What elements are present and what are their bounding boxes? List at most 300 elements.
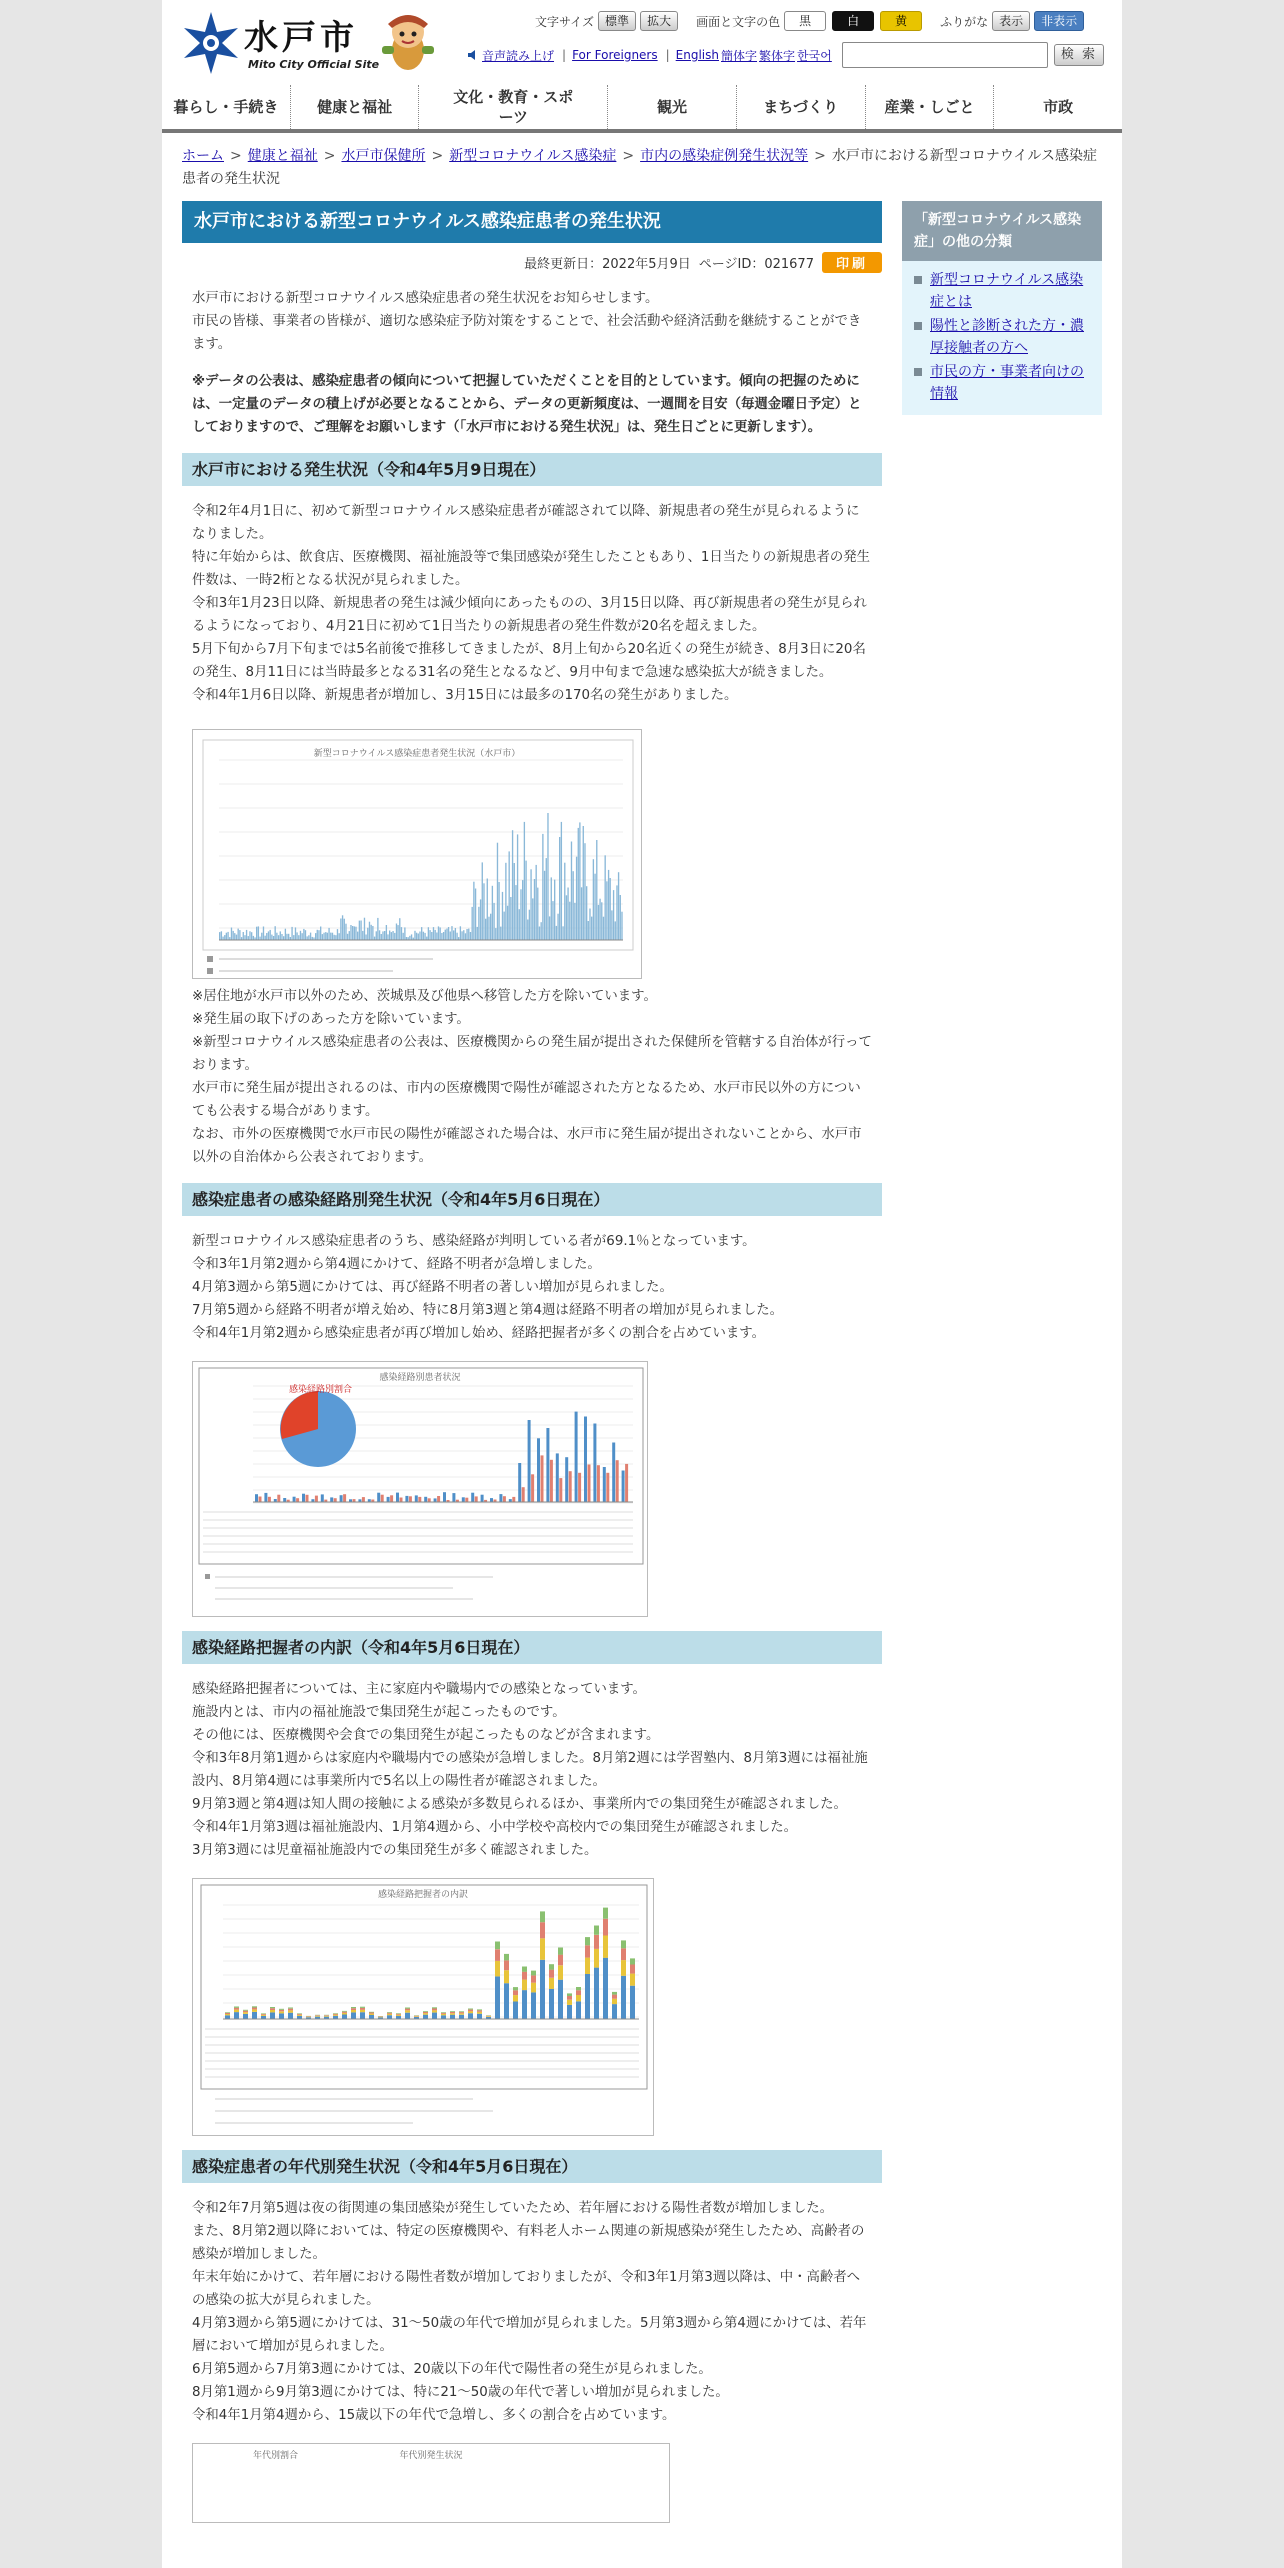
breakdown-bar (531, 1983, 536, 1993)
age-chart-image[interactable] (192, 2443, 670, 2523)
daily-case-bar (504, 912, 505, 940)
breakdown-bar (441, 2015, 446, 2019)
chart-title: 感染経路把握者の内訳 (377, 1890, 468, 1900)
route-bar (597, 1465, 600, 1502)
voice-read-link[interactable]: 音声読み上げ (482, 48, 555, 63)
daily-case-bar (376, 931, 377, 940)
breakdown-bar (423, 2015, 428, 2019)
route-bar (559, 1478, 562, 1502)
breakdown-bar (405, 2013, 410, 2019)
breakdown-bar (360, 2010, 365, 2013)
breakdown-bar (504, 1983, 509, 2019)
route-bar (302, 1494, 305, 1502)
notice-text: ※データの公表は、感染症患者の傾向について把握していただくことを目的としています。傾向の把握のためには、一定量のデータの積上げが必要となることから、データの更新頻度は、一週間を目安（毎週金曜日予定）としておりますので、ご理解をお願いします（「水戸市における発生状況」は、発生日ごとに更新します）。 (192, 374, 862, 435)
daily-case-bar (381, 934, 382, 940)
section-text: 令和4年1月第2週から感染症患者が再び増加し始め、経路把握者が多くの割合を占めています。 (192, 1326, 765, 1341)
lang-english-link[interactable]: English (675, 48, 720, 62)
daily-case-bar (586, 886, 587, 940)
daily-case-bar (377, 918, 378, 940)
breakdown-bar (423, 2012, 428, 2013)
breakdown-bar (585, 1945, 590, 1957)
daily-case-bar (591, 917, 592, 940)
daily-case-bar (310, 933, 311, 940)
daily-case-bar (276, 933, 277, 940)
breakdown-bar (279, 2011, 284, 2013)
breadcrumb-health-center[interactable]: 水戸市保健所 (341, 148, 426, 164)
city-emblem-icon (182, 12, 240, 74)
daily-case-bar (606, 881, 607, 940)
site-logo[interactable] (182, 8, 437, 76)
bullet-icon (914, 276, 922, 284)
route-bar (625, 1464, 628, 1502)
updated-date: 最終更新日：2022年5月9日 (524, 256, 691, 272)
route-bar (415, 1495, 418, 1502)
daily-case-bar (448, 927, 449, 940)
mascot-icon (378, 10, 438, 74)
route-bar (616, 1460, 619, 1502)
route-bar (588, 1465, 591, 1503)
breakdown-bar (360, 2008, 365, 2010)
furigana-hide-button[interactable]: 非表示 (1034, 11, 1084, 31)
nav-item-health[interactable]: 健康と福祉 (291, 85, 420, 129)
daily-case-bar (520, 889, 521, 940)
breakdown-bar (387, 2012, 392, 2013)
breakdown-bar (270, 2007, 275, 2008)
breakdown-bar (225, 2012, 230, 2013)
daily-case-bar (372, 926, 373, 940)
route-bar (377, 1493, 380, 1502)
section-text: 5月下旬から7月下旬までは5名前後で推移してきましたが、8月上旬から20名近くの発生が続き、8月3日に20名の発生、8月11日には当時最多となる31名の発生となるなど、9月中旬まで急速な感染拡大が続きました。 (192, 642, 866, 680)
daily-case-bar (601, 902, 602, 940)
daily-case-bar (307, 936, 308, 940)
daily-case-bar (438, 926, 439, 940)
daily-case-bar (384, 931, 385, 940)
daily-case-bar (399, 918, 400, 940)
daily-case-bar (525, 861, 526, 940)
page-title: 水戸市における新型コロナウイルス感染症患者の発生状況 (182, 201, 882, 243)
daily-cases-chart-image[interactable] (192, 729, 642, 979)
note-text: ※居住地が水戸市以外のため、茨城県及び他県へ移管した方を除いています。 (192, 989, 657, 1004)
route-bar (268, 1497, 271, 1502)
breakdown-bar (342, 2011, 347, 2012)
daily-case-bar (569, 902, 570, 940)
breadcrumb-health[interactable]: 健康と福祉 (247, 148, 318, 164)
section-text: 新型コロナウイルス感染症患者のうち、感染経路が判明している者が69.1％となっています。 (192, 1234, 756, 1249)
lang-korean-link[interactable]: 한국어 (797, 48, 832, 63)
daily-case-bar (519, 909, 520, 940)
breakdown-bar (432, 2010, 437, 2012)
breakdown-bar (504, 1960, 509, 1970)
route-bar (612, 1443, 615, 1503)
daily-case-bar (392, 931, 393, 940)
daily-case-bar (244, 935, 245, 940)
route-bar (578, 1473, 581, 1502)
daily-case-bar (551, 877, 552, 940)
daily-case-bar (524, 822, 525, 940)
breakdown-bar (513, 1995, 518, 2001)
route-bar (418, 1497, 421, 1502)
breakdown-bar (603, 1958, 608, 2019)
route-bar (503, 1496, 506, 1502)
daily-case-bar (530, 869, 531, 940)
daily-case-bar (618, 872, 619, 940)
route-bar (531, 1474, 534, 1502)
daily-case-bar (374, 937, 375, 940)
sidebar-link-business[interactable]: 市民の方・事業者向けの情報 (930, 364, 1084, 402)
daily-case-bar (573, 871, 574, 940)
breakdown-bar (576, 1990, 581, 1995)
daily-case-bar (468, 929, 469, 940)
route-bar (593, 1424, 596, 1503)
breakdown-bar (351, 2008, 356, 2010)
route-bar (437, 1496, 440, 1502)
daily-case-bar (556, 926, 557, 940)
breakdown-bar (297, 2015, 302, 2016)
daily-case-bar (283, 936, 284, 940)
breakdown-bar (477, 2009, 482, 2010)
breakdown-bar (612, 2004, 617, 2019)
nav-item-industry[interactable]: 産業・しごと (866, 85, 995, 129)
daily-case-bar (387, 934, 388, 940)
breakdown-bar (225, 2013, 230, 2014)
breakdown-bar (414, 2016, 419, 2017)
route-bar (481, 1495, 484, 1502)
for-foreigners-link[interactable]: For Foreigners (572, 48, 658, 62)
breakdown-bar (270, 2012, 275, 2019)
breakdown-bar (558, 1965, 563, 1979)
daily-case-bar (566, 895, 567, 940)
chart-title: 新型コロナウイルス感染症患者発生状況（水戸市） (313, 749, 521, 759)
daily-case-bar (394, 933, 395, 940)
breakdown-bar (558, 1955, 563, 1966)
breadcrumb-covid[interactable]: 新型コロナウイルス感染症 (449, 148, 617, 164)
daily-case-bar (285, 929, 286, 940)
daily-case-bar (515, 885, 516, 940)
breakdown-bar (234, 2008, 239, 2010)
breakdown-bar (450, 2013, 455, 2015)
lang-simplified-link[interactable]: 簡体字 (721, 48, 758, 63)
route-bar (556, 1453, 559, 1502)
breakdown-bar (414, 2016, 419, 2017)
route-bar (400, 1498, 403, 1503)
daily-case-bar (224, 935, 225, 940)
breakdown-bar (234, 2010, 239, 2013)
breakdown-bar (324, 2015, 329, 2016)
daily-case-bar (236, 935, 237, 940)
section-text: 令和4年1月第3週は福祉施設内、1月第4週から、小中学校や高校内での集団発生が確認されました。 (192, 1820, 798, 1835)
daily-case-bar (527, 920, 528, 941)
breakdown-bar (360, 2012, 365, 2019)
route-bar (293, 1497, 296, 1502)
breakdown-bar (396, 2014, 401, 2015)
breakdown-bar (432, 2013, 437, 2019)
section-heading: 感染経路把握者の内訳（令和4年5月6日現在） (182, 1631, 882, 1664)
breakdown-bar (396, 2013, 401, 2014)
route-bar (264, 1493, 267, 1502)
breakdown-bar (495, 1942, 500, 1950)
daily-case-bar (278, 935, 279, 940)
daily-case-bar (330, 933, 331, 940)
breakdown-bar (288, 2009, 293, 2011)
breakdown-bar (315, 2015, 320, 2016)
sidebar-link-positive[interactable]: 陽性と診断された方・濃厚接触者の方へ (930, 318, 1084, 356)
breakdown-bar (558, 1948, 563, 1955)
daily-case-bar (302, 933, 303, 940)
daily-case-bar (446, 929, 447, 940)
daily-case-bar (581, 887, 582, 940)
sidebar (902, 201, 1102, 415)
color-black-text-button[interactable]: 黒 (784, 11, 826, 31)
daily-case-bar (478, 907, 479, 940)
breakdown-bar (567, 1993, 572, 1996)
chart-title: 感染経路別患者状況 (379, 1373, 461, 1383)
daily-case-bar (485, 919, 486, 940)
print-button[interactable]: 印刷 (822, 252, 882, 273)
route-bar (584, 1417, 587, 1503)
breakdown-bar (522, 1980, 527, 1991)
daily-case-bar (364, 918, 365, 940)
section-heading: 感染症患者の感染経路別発生状況（令和4年5月6日現在） (182, 1183, 882, 1216)
daily-case-bar (544, 871, 545, 940)
breakdown-bar (630, 1958, 635, 1964)
daily-case-bar (492, 886, 493, 940)
daily-case-bar (339, 933, 340, 940)
route-bar (569, 1471, 572, 1502)
daily-case-bar (261, 933, 262, 940)
daily-case-bar (507, 906, 508, 940)
daily-case-bar (273, 936, 274, 940)
breakdown-bar (261, 2014, 266, 2015)
breakdown-bar (567, 1996, 572, 2000)
breakdown-bar (405, 2008, 410, 2009)
breakdown-bar (459, 2013, 464, 2015)
daily-case-bar (460, 926, 461, 940)
breakdown-bar (351, 2010, 356, 2012)
breakdown-bar (531, 1971, 536, 1976)
section-text: 令和2年4月1日に、初めて新型コロナウイルス感染症患者が確認されて以降、新規患者の発生が見られるようになりました。 (192, 504, 860, 542)
breakdown-bar (324, 2016, 329, 2017)
daily-case-bar (369, 922, 370, 940)
lang-traditional-link[interactable]: 繁体字 (759, 48, 796, 63)
daily-case-bar (222, 937, 223, 940)
nav-item-town[interactable]: まちづくり (737, 85, 866, 129)
daily-case-bar (589, 909, 590, 941)
daily-case-bar (416, 933, 417, 940)
daily-case-bar (500, 927, 501, 940)
daily-case-bar (473, 882, 474, 940)
search-input[interactable] (842, 42, 1048, 68)
daily-case-bar (409, 936, 410, 940)
route-bar (475, 1496, 478, 1502)
section-text: 4月第3週から第5週にかけては、31～50歳の年代で増加が見られました。5月第3週から第4週にかけては、若年層において増加が見られました。 (192, 2316, 867, 2354)
daily-case-bar (291, 927, 292, 940)
breakdown-bar (486, 2016, 491, 2017)
breakdown-bar (450, 2015, 455, 2019)
breakdown-bar (594, 1926, 599, 1935)
furigana-show-button[interactable]: 表示 (992, 11, 1030, 31)
daily-case-bar (344, 919, 345, 940)
route-bar (603, 1467, 606, 1502)
daily-case-bar (440, 927, 441, 940)
daily-case-bar (352, 926, 353, 940)
font-standard-button[interactable]: 標準 (598, 11, 636, 31)
font-size-label: 文字サイズ (535, 14, 595, 29)
route-bar (296, 1498, 299, 1502)
daily-case-bar (431, 932, 432, 940)
breakdown-bar (495, 1976, 500, 2019)
breakdown-bar (297, 2013, 302, 2014)
breakdown-bar (387, 2013, 392, 2014)
daily-case-bar (567, 888, 568, 941)
daily-case-bar (414, 931, 415, 940)
daily-case-bar (360, 921, 361, 941)
breakdown-bar (612, 1995, 617, 1999)
daily-case-bar (578, 828, 579, 940)
route-bar (381, 1495, 384, 1502)
breakdown-bar (360, 2007, 365, 2008)
breakdown-bar (279, 2013, 284, 2019)
chart-label: 年代別割合 (253, 2451, 299, 2461)
breakdown-bar (234, 2007, 239, 2008)
breakdown-bar (621, 1976, 626, 2019)
breakdown-bar (621, 1940, 626, 1948)
daily-case-bar (441, 933, 442, 940)
breakdown-bar (351, 2007, 356, 2008)
nav-item-culture[interactable]: 文化・教育・スポーツ (419, 85, 608, 129)
daily-case-bar (332, 933, 333, 940)
daily-case-bar (322, 934, 323, 940)
breakdown-bar (459, 2012, 464, 2013)
route-bar (565, 1457, 568, 1502)
daily-case-bar (337, 929, 338, 940)
speaker-icon (467, 49, 479, 61)
daily-case-bar (443, 932, 444, 940)
route-bar (490, 1498, 493, 1502)
daily-case-bar (497, 843, 498, 940)
route-bar (428, 1498, 431, 1502)
daily-case-bar (593, 859, 594, 940)
daily-case-bar (594, 874, 595, 940)
nav-item-tourism[interactable]: 観光 (608, 85, 737, 129)
breakdown-bar (396, 2015, 401, 2016)
daily-case-bar (317, 930, 318, 940)
breakdown-bar (612, 1992, 617, 1995)
color-black-button[interactable]: 白 (832, 11, 874, 31)
daily-case-bar (608, 870, 609, 940)
sidebar-link-about[interactable]: 新型コロナウイルス感染症とは (930, 272, 1084, 310)
daily-case-bar (286, 934, 287, 940)
breadcrumb-cases[interactable]: 市内の感染症例発生状況等 (640, 148, 809, 164)
breakdown-bar (333, 2013, 338, 2014)
font-large-button[interactable]: 拡大 (640, 11, 678, 31)
route-bar (462, 1497, 465, 1502)
route-bar (255, 1494, 258, 1502)
daily-case-bar (461, 931, 462, 940)
breakdown-bar (522, 1967, 527, 1972)
daily-case-bar (371, 925, 372, 940)
breakdown-bar (225, 2014, 230, 2015)
breakdown-bar (441, 2012, 446, 2013)
section-text: 令和3年1月第2週から第4週にかけて、経路不明者が急増しました。 (192, 1257, 601, 1272)
daily-case-bar (539, 927, 540, 941)
daily-case-bar (226, 933, 227, 940)
daily-case-bar (456, 933, 457, 940)
daily-case-bar (562, 926, 563, 940)
daily-case-bar (334, 935, 335, 940)
daily-case-bar (418, 934, 419, 941)
route-bar (541, 1455, 544, 1502)
daily-case-bar (357, 932, 358, 940)
breakdown-bar (450, 2011, 455, 2012)
daily-case-bar (345, 924, 346, 940)
breakdown-bar (468, 2009, 473, 2010)
route-breakdown-bars (193, 1879, 654, 2136)
breakdown-bar (522, 1972, 527, 1980)
route-breakdown-chart-image[interactable] (192, 1878, 654, 2136)
page-id: ページID：021677 (698, 256, 814, 272)
route-bar (283, 1498, 286, 1502)
breakdown-bar (549, 1970, 554, 1978)
route-bar (575, 1412, 578, 1502)
daily-case-bar (268, 931, 269, 940)
daily-case-bar (429, 930, 430, 940)
breakdown-bar (513, 1987, 518, 1990)
search-button[interactable]: 検 索 (1054, 44, 1104, 66)
daily-case-bar (219, 932, 220, 940)
breakdown-bar (450, 2012, 455, 2013)
color-yellow-button[interactable]: 黄 (880, 11, 922, 31)
daily-case-bar (490, 914, 491, 940)
breakdown-bar (531, 1975, 536, 1982)
daily-case-bar (455, 928, 456, 940)
breakdown-bar (378, 2016, 383, 2017)
daily-case-bar (559, 837, 560, 940)
daily-case-bar (541, 922, 542, 940)
breakdown-bar (594, 1935, 599, 1949)
breakdown-bar (333, 2015, 338, 2016)
route-bar (387, 1497, 390, 1502)
breakdown-bar (306, 2016, 311, 2017)
route-bar (330, 1497, 333, 1502)
nav-item-life[interactable]: 暮らし・手続き (162, 85, 291, 129)
breakdown-bar (252, 2006, 257, 2007)
site-subtitle: Mito City Official Site (248, 58, 380, 71)
daily-case-bar (547, 813, 548, 940)
nav-item-city[interactable]: 市政 (1043, 98, 1074, 116)
daily-case-bar (421, 927, 422, 940)
daily-case-bar (552, 901, 553, 940)
daily-case-bar (367, 928, 368, 940)
daily-case-bar (403, 933, 404, 940)
daily-case-bar (480, 899, 481, 940)
breakdown-bar (540, 1911, 545, 1922)
breakdown-bar (270, 2008, 275, 2010)
daily-case-bar (320, 927, 321, 941)
daily-case-bar (482, 862, 483, 940)
daily-case-bar (472, 907, 473, 940)
daily-case-bar (239, 930, 240, 940)
breakdown-bar (441, 2013, 446, 2014)
breadcrumb-home[interactable]: ホーム (182, 148, 224, 164)
breakdown-bar (288, 2008, 293, 2009)
section-text: その他には、医療機関や会食での集団発生が起こったものなどが含まれます。 (192, 1728, 660, 1743)
breakdown-bar (603, 1919, 608, 1936)
daily-case-bar (349, 931, 350, 940)
route-chart-image[interactable] (192, 1361, 648, 1617)
breakdown-bar (576, 2001, 581, 2019)
daily-case-bar (605, 855, 606, 940)
intro-text: 水戸市における新型コロナウイルス感染症患者の発生状況をお知らせします。 (192, 291, 659, 306)
